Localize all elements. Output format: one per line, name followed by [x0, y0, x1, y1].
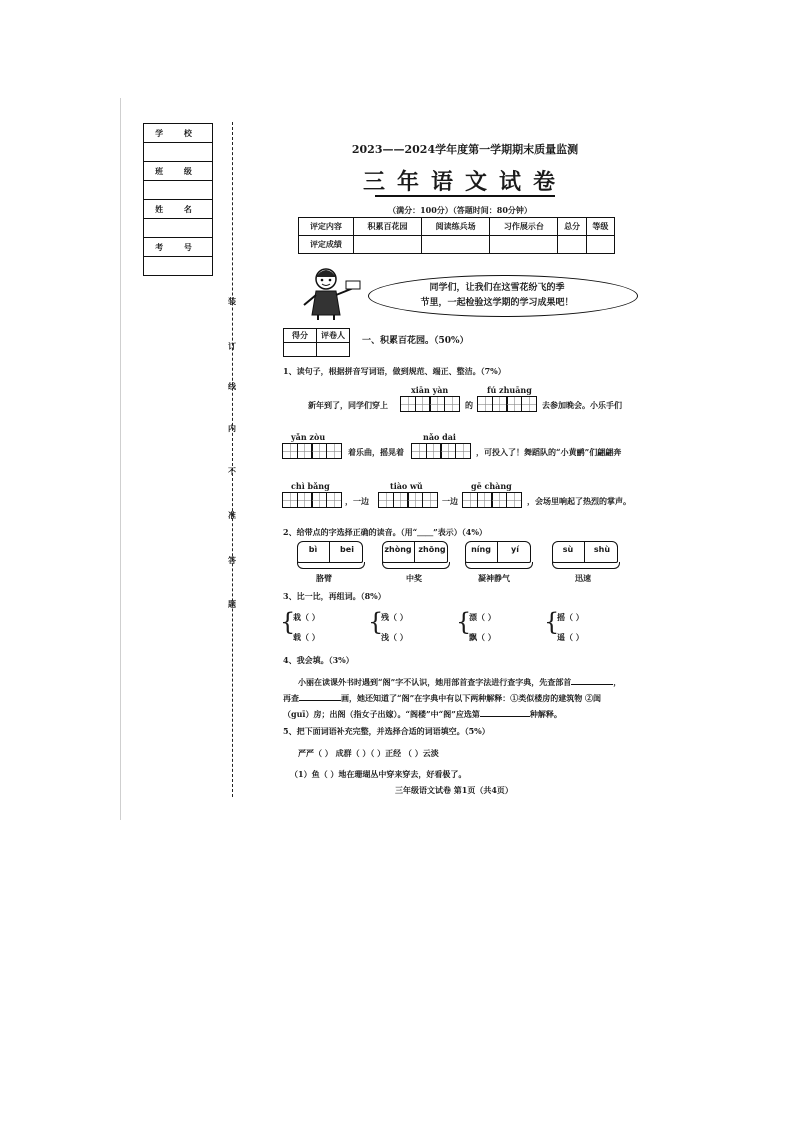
- answer-blank[interactable]: [480, 716, 530, 717]
- char-pair: [293, 612, 320, 623]
- brace: {: [368, 608, 384, 636]
- year-title: 2023——2024学年度第一学期期末质量监测: [351, 143, 579, 156]
- pinyin: fú zhuāng: [487, 385, 532, 395]
- score-header: 总分: [558, 218, 586, 236]
- answer-blank[interactable]: [299, 700, 341, 701]
- char-pair: [469, 632, 496, 643]
- answer-blank[interactable]: （ ）: [477, 612, 496, 622]
- writing-grid[interactable]: [379, 492, 438, 508]
- score-header: 阅读练兵场: [422, 218, 490, 236]
- brace: {: [544, 608, 560, 636]
- pinyin-option[interactable]: bei: [340, 545, 354, 554]
- info-cell: [144, 257, 213, 276]
- binding-char: 不: [228, 466, 236, 476]
- info-cell: [144, 143, 213, 162]
- sentence-text: ，可投入了！舞蹈队的“小黄鹂”们翩翩奔: [476, 447, 622, 457]
- char-pair: [557, 632, 584, 643]
- text: 再查: [283, 693, 299, 703]
- paragraph-line: 小丽在读课外书时遇到“阁”字不认识，她用部首查字法进行查字典，先查部首 ，: [298, 677, 622, 687]
- sentence-text: ，一边: [345, 496, 369, 506]
- text: 画，她还知道了“阁”在字典中有以下两种解释：①类似楼房的建筑物 ②闺: [341, 693, 601, 703]
- student-info-table: [143, 123, 213, 276]
- writing-grid[interactable]: [401, 396, 460, 412]
- writing-grid[interactable]: [463, 492, 522, 508]
- text: 种解释。: [529, 709, 562, 719]
- binding-char: 内: [228, 423, 236, 433]
- fill-sentence[interactable]: （1）鱼（ ）地在珊瑚丛中穿来穿去，好看极了。: [290, 769, 467, 779]
- score-header: 积累百花园: [353, 218, 421, 236]
- char-pair: [293, 632, 320, 643]
- writing-grid[interactable]: [412, 443, 471, 459]
- idiom-row[interactable]: 严严（ ） 成群（ ）（ ）正经 （ ）云淡: [298, 748, 439, 758]
- bubble-line: 同学们，让我们在这雪花纷飞的季: [429, 283, 565, 293]
- pinyin: tiào wǔ: [390, 481, 423, 491]
- pinyin-option[interactable]: níng: [471, 545, 491, 554]
- info-cell: 学 校: [144, 124, 213, 143]
- exam-meta: （满分：100分）（答题时间：80分钟）: [388, 205, 532, 215]
- info-cell: 考 号: [144, 238, 213, 257]
- score-cell: [586, 236, 614, 254]
- pinyin-option[interactable]: yí: [511, 545, 519, 554]
- answer-blank[interactable]: （ ）: [565, 632, 584, 642]
- text: （guī）房；出阁（指女子出嫁）。“阁楼”中“阁”应选第: [283, 709, 480, 719]
- grader-cell: [317, 343, 350, 357]
- char: 漂: [469, 612, 477, 622]
- grader-cell: [284, 343, 317, 357]
- book-word: 迅速: [575, 573, 591, 583]
- char: 飘: [469, 632, 477, 642]
- pinyin-book[interactable]: [465, 543, 531, 569]
- char: 载: [293, 632, 301, 642]
- binding-dashed-line: [232, 122, 233, 797]
- pinyin: gē chàng: [471, 481, 512, 491]
- exam-title: 三年语文试卷: [362, 169, 567, 195]
- paragraph-line: [283, 693, 601, 704]
- score-cell: [353, 236, 421, 254]
- score-table: [298, 217, 615, 254]
- char-pair: [381, 632, 408, 643]
- pinyin: xiān yàn: [411, 385, 449, 395]
- score-cell: [422, 236, 490, 254]
- grader-label: 得分: [284, 329, 317, 343]
- grader-table: [283, 328, 350, 357]
- pinyin-option[interactable]: shù: [593, 545, 611, 554]
- score-header: 等级: [586, 218, 614, 236]
- binding-char: 订: [228, 341, 236, 351]
- pinyin-option[interactable]: zhòng: [384, 545, 412, 554]
- char-pair: [469, 612, 496, 623]
- question-prompt: 3、比一比，再组词。（8%）: [283, 591, 386, 601]
- answer-blank[interactable]: （ ）: [301, 632, 320, 642]
- writing-grid[interactable]: [283, 492, 342, 508]
- bubble-text: [392, 281, 602, 311]
- sentence-text: ，会场里响起了热烈的掌声。: [527, 496, 631, 506]
- question-prompt: 5、把下面词语补充完整，并选择合适的词语填空。（5%）: [283, 726, 490, 736]
- info-cell: 姓 名: [144, 200, 213, 219]
- pinyin-book[interactable]: [382, 543, 448, 569]
- char: 残: [381, 612, 389, 622]
- sentence-text: 的: [465, 400, 473, 410]
- answer-blank[interactable]: （ ）: [389, 612, 408, 622]
- bubble-line: 节里，一起检验这学期的学习成果吧！: [420, 298, 574, 308]
- question-prompt: 4、我会填。（3%）: [283, 655, 354, 665]
- paragraph-line: [283, 709, 562, 720]
- char: 浅: [381, 632, 389, 642]
- char: 栽: [293, 612, 301, 622]
- char: 摇: [557, 612, 565, 622]
- book-word: 中奖: [406, 573, 422, 583]
- question-prompt: 2、给带点的字选择正确的读音。（用“＿＿”表示）（4%）: [283, 527, 487, 537]
- score-header: 习作展示台: [490, 218, 558, 236]
- pinyin-option[interactable]: zhōng: [418, 545, 446, 554]
- writing-grid[interactable]: [283, 443, 342, 459]
- score-row-label: 评定成绩: [299, 236, 354, 254]
- pinyin: chì bǎng: [291, 481, 330, 491]
- score-cell: [490, 236, 558, 254]
- section-title: 一、积累百花园。（50%）: [362, 336, 469, 346]
- teacher-illustration: [298, 265, 368, 320]
- text: 小丽在读课外书时遇到“阁”字不认识，她用部首查字法进行查字典，先查部首: [298, 677, 572, 687]
- char: 遥: [557, 632, 565, 642]
- question-prompt: 1、读句子，根据拼音写词语，做到规范、端正、整洁。（7%）: [283, 366, 506, 376]
- title-underline: [375, 195, 555, 197]
- score-header: 评定内容: [299, 218, 354, 236]
- binding-char: 答: [228, 555, 236, 565]
- info-cell: 班 级: [144, 162, 213, 181]
- pinyin: yǎn zòu: [291, 432, 326, 442]
- answer-blank[interactable]: （ ）: [301, 612, 320, 622]
- answer-blank[interactable]: （ ）: [389, 632, 408, 642]
- answer-blank[interactable]: [571, 684, 613, 685]
- pinyin-book[interactable]: [552, 543, 618, 569]
- info-cell: [144, 219, 213, 238]
- grader-label: 评卷人: [317, 329, 350, 343]
- info-cell: [144, 181, 213, 200]
- binding-char: 准: [228, 510, 236, 520]
- binding-char: 题: [228, 599, 236, 609]
- book-word: 胳臂: [316, 573, 332, 583]
- pinyin-option[interactable]: bì: [308, 545, 318, 554]
- writing-grid[interactable]: [478, 396, 537, 412]
- sentence-text: 着乐曲，摇晃着: [348, 447, 404, 457]
- brace: {: [280, 608, 296, 636]
- pinyin: nǎo dai: [423, 432, 456, 442]
- answer-blank[interactable]: （ ）: [477, 632, 496, 642]
- char-pair: [557, 612, 584, 623]
- pinyin-option[interactable]: sù: [562, 545, 574, 554]
- score-cell: [558, 236, 586, 254]
- binding-char: 线: [228, 381, 236, 391]
- brace: {: [456, 608, 472, 636]
- answer-blank[interactable]: （ ）: [565, 612, 584, 622]
- sentence-text: 新年到了，同学们穿上: [308, 400, 388, 410]
- page-footer: 三年级语文试卷 第1页（共4页）: [395, 785, 513, 795]
- book-word: 凝神静气: [478, 573, 510, 583]
- sentence-text: 去参加晚会。小乐手们: [542, 400, 622, 410]
- pinyin-book[interactable]: [297, 543, 363, 569]
- binding-char: 装: [228, 296, 236, 306]
- sentence-text: 一边: [442, 496, 458, 506]
- char-pair: [381, 612, 408, 623]
